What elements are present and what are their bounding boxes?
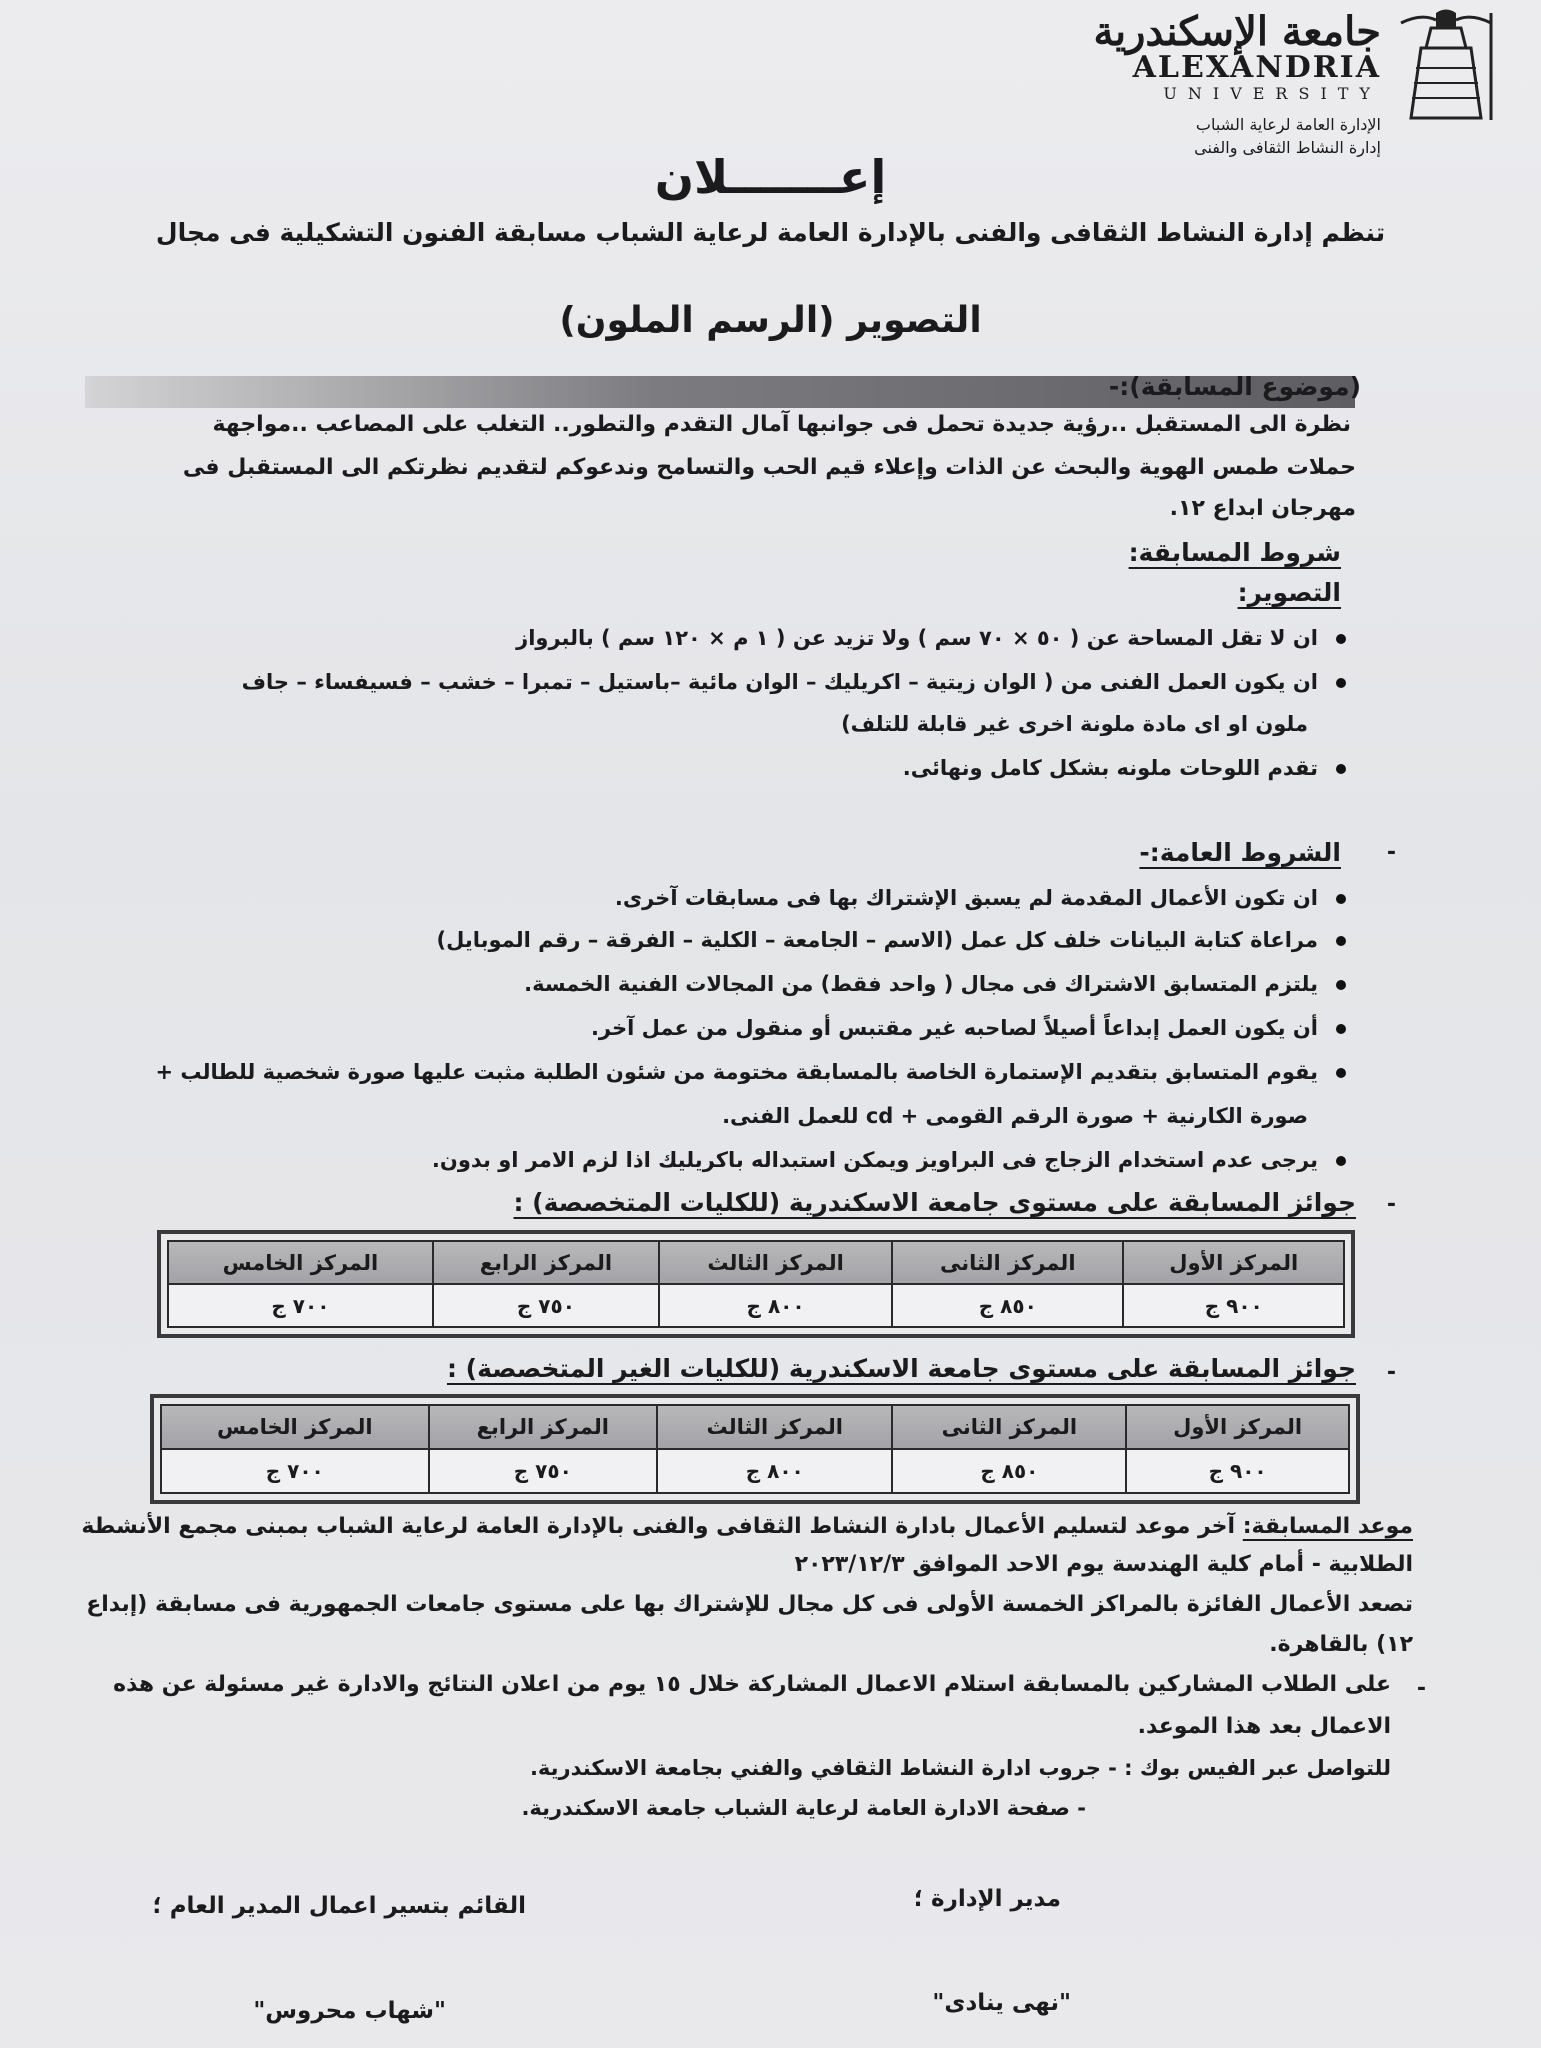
place-1: المركز الأول: [1126, 1405, 1349, 1449]
amount-5: ٧٠٠ ج: [168, 1284, 433, 1327]
prizes-general-heading: جوائز المسابقة على مستوى جامعة الاسكندرية (للكليات الغير المتخصصة) :: [446, 1354, 1356, 1383]
amount-2: ٨٥٠ ج: [892, 1449, 1126, 1493]
general-item-4: أن يكون العمل إبداعاً أصيلاً لصاحبه غير مقتبس أو منقول من عمل آخر.: [591, 1016, 1346, 1040]
topic-line-2: حملات طمس الهوية والبحث عن الذات وإعلاء قيم الحب والتسامح وندعوكم لتقديم نظرتكم الى المستقبل فى: [182, 455, 1356, 480]
deadline-line-1: موعد المسابقة: آخر موعد لتسليم الأعمال بادارة النشاط الثقافى والفنى بالإدارة العامة لرعاية الشباب بمبنى مجمع الأنشطة: [81, 1514, 1413, 1539]
general-item-3: يلتزم المتسابق الاشتراك فى مجال ( واحد فقط) من المجالات الفنية الخمسة.: [524, 972, 1346, 996]
amount-4: ٧٥٠ ج: [433, 1284, 659, 1327]
bullet-icon: [1336, 634, 1346, 644]
dash-marker: -: [1386, 1192, 1396, 1217]
bullet-icon: [1336, 936, 1346, 946]
general-item-1: ان تكون الأعمال المقدمة لم يسبق الإشتراك بها فى مسابقات آخرى.: [615, 886, 1346, 910]
amount-1: ٩٠٠ ج: [1126, 1449, 1349, 1493]
place-3: المركز الثالث: [659, 1241, 892, 1284]
director-title: مدير الإدارة ؛: [913, 1886, 1061, 1912]
place-2: المركز الثانى: [892, 1405, 1126, 1449]
topic-line-3: مهرجان ابداع ١٢.: [1169, 496, 1356, 521]
dept-line-2: إدارة النشاط الثقافى والفنى: [1194, 138, 1381, 157]
prizes-general-table: [150, 1394, 1360, 1504]
amount-4: ٧٥٠ ج: [429, 1449, 658, 1493]
bullet-icon: [1336, 1156, 1346, 1166]
condition-item-2-cont: ملون او اى مادة ملونة اخرى غير قابلة للتلف): [841, 712, 1308, 736]
condition-item-3: تقدم اللوحات ملونه بشكل كامل ونهائى.: [903, 756, 1346, 780]
amount-1: ٩٠٠ ج: [1123, 1284, 1344, 1327]
university-name-english-sub: UNIVERSITY: [1163, 84, 1381, 103]
bullet-icon: [1336, 764, 1346, 774]
amount-2: ٨٥٠ ج: [892, 1284, 1123, 1327]
topic-heading: (موضوع المسابقة):-: [1108, 372, 1361, 401]
general-item-5-cont: صورة الكارنية + صورة الرقم القومى + cd للعمل الفنى.: [722, 1104, 1308, 1128]
conditions-subheading: التصوير:: [1237, 578, 1341, 607]
place-2: المركز الثانى: [892, 1241, 1123, 1284]
dash-marker: -: [1386, 840, 1396, 865]
place-1: المركز الأول: [1123, 1241, 1344, 1284]
amount-3: ٨٠٠ ج: [659, 1284, 892, 1327]
bullet-icon: [1336, 894, 1346, 904]
dash-marker: -: [1386, 1360, 1396, 1385]
bullet-icon: [1336, 678, 1346, 688]
qualify-line-1: تصعد الأعمال الفائزة بالمراكز الخمسة الأولى فى كل مجال للإشتراك بها على مستوى جامعات الجمهورية فى مسابقة (إبداع: [86, 1592, 1413, 1617]
general-item-6: يرجى عدم استخدام الزجاج فى البراويز ويمكن استبداله باكريليك اذا لزم الامر او بدون.: [432, 1148, 1346, 1172]
contact-line-2: - صفحة الادارة العامة لرعاية الشباب جامعة الاسكندرية.: [521, 1796, 1086, 1820]
bullet-icon: [1336, 1068, 1346, 1078]
prizes-specialized-table: [157, 1230, 1355, 1338]
director-name: "نهى ينادى": [932, 1990, 1071, 2016]
university-name-english: ALEXANDRIA: [1132, 50, 1381, 85]
general-item-5: يقوم المتسابق بتقديم الإستمارة الخاصة بالمسابقة مختومة من شئون الطلبة مثبت عليها صورة شخصية للطالب +: [155, 1060, 1346, 1084]
lighthouse-logo-icon: [1391, 8, 1501, 123]
amount-3: ٨٠٠ ج: [657, 1449, 892, 1493]
university-header: [1081, 8, 1501, 128]
general-heading: الشروط العامة:-: [1139, 838, 1341, 867]
announcement-intro: تنظم إدارة النشاط الثقافى والفنى بالإدارة العامة لرعاية الشباب مسابقة الفنون التشكيلية فى مجال: [155, 218, 1386, 247]
place-5: المركز الخامس: [161, 1405, 429, 1449]
gm-name: "شهاب محروس": [253, 1998, 446, 2024]
university-name-arabic: جامعة الإسكندرية: [1093, 8, 1381, 55]
contact-line-1: للتواصل عبر الفيس بوك : - جروب ادارة النشاط الثقافي والفني بجامعة الاسكندرية.: [529, 1756, 1391, 1780]
pickup-line-2: الاعمال بعد هذا الموعد.: [1137, 1714, 1391, 1739]
dash-marker: -: [1416, 1676, 1426, 1701]
conditions-heading: شروط المسابقة:: [1128, 538, 1341, 567]
prizes-specialized-heading: جوائز المسابقة على مستوى جامعة الاسكندرية (للكليات المتخصصة) :: [513, 1188, 1356, 1217]
condition-item-1: ان لا تقل المساحة عن ( ٥٠ × ٧٠ سم ) ولا تزيد عن ( ١ م × ١٢٠ سم ) بالبرواز: [516, 626, 1346, 650]
condition-item-2: ان يكون العمل الفنى من ( الوان زيتية – اكريليك – الوان مائية –باستيل – تمبرا – خشب – فسيفساء – جاف: [242, 670, 1346, 694]
gm-title: القائم بتسير اعمال المدير العام ؛: [152, 1893, 526, 1919]
pickup-line-1: على الطلاب المشاركين بالمسابقة استلام الاعمال المشاركة خلال ١٥ يوم من اعلان النتائج والادارة غير مسئولة عن هذه: [113, 1672, 1391, 1697]
dept-line-1: الإدارة العامة لرعاية الشباب: [1195, 115, 1381, 134]
qualify-line-2: ١٢) بالقاهرة.: [1269, 1632, 1413, 1657]
bullet-icon: [1336, 980, 1346, 990]
place-3: المركز الثالث: [657, 1405, 892, 1449]
place-4: المركز الرابع: [433, 1241, 659, 1284]
bullet-icon: [1336, 1024, 1346, 1034]
announcement-title: إعـــــــلان: [654, 150, 887, 204]
place-5: المركز الخامس: [168, 1241, 433, 1284]
topic-line-1: نظرة الى المستقبل ..رؤية جديدة تحمل فى جوانبها آمال التقدم والتطور.. التغلب على المصاعب ..مواجهة: [212, 412, 1351, 437]
deadline-line-2: الطلابية - أمام كلية الهندسة يوم الاحد الموافق ٢٠٢٣/١٢/٣: [794, 1552, 1413, 1577]
deadline-label: موعد المسابقة:: [1242, 1514, 1413, 1539]
place-4: المركز الرابع: [429, 1405, 658, 1449]
general-item-2: مراعاة كتابة البيانات خلف كل عمل (الاسم – الجامعة – الكلية – الفرقة – رقم الموبايل): [437, 928, 1346, 952]
announcement-field: التصوير (الرسم الملون): [559, 300, 982, 341]
amount-5: ٧٠٠ ج: [161, 1449, 429, 1493]
